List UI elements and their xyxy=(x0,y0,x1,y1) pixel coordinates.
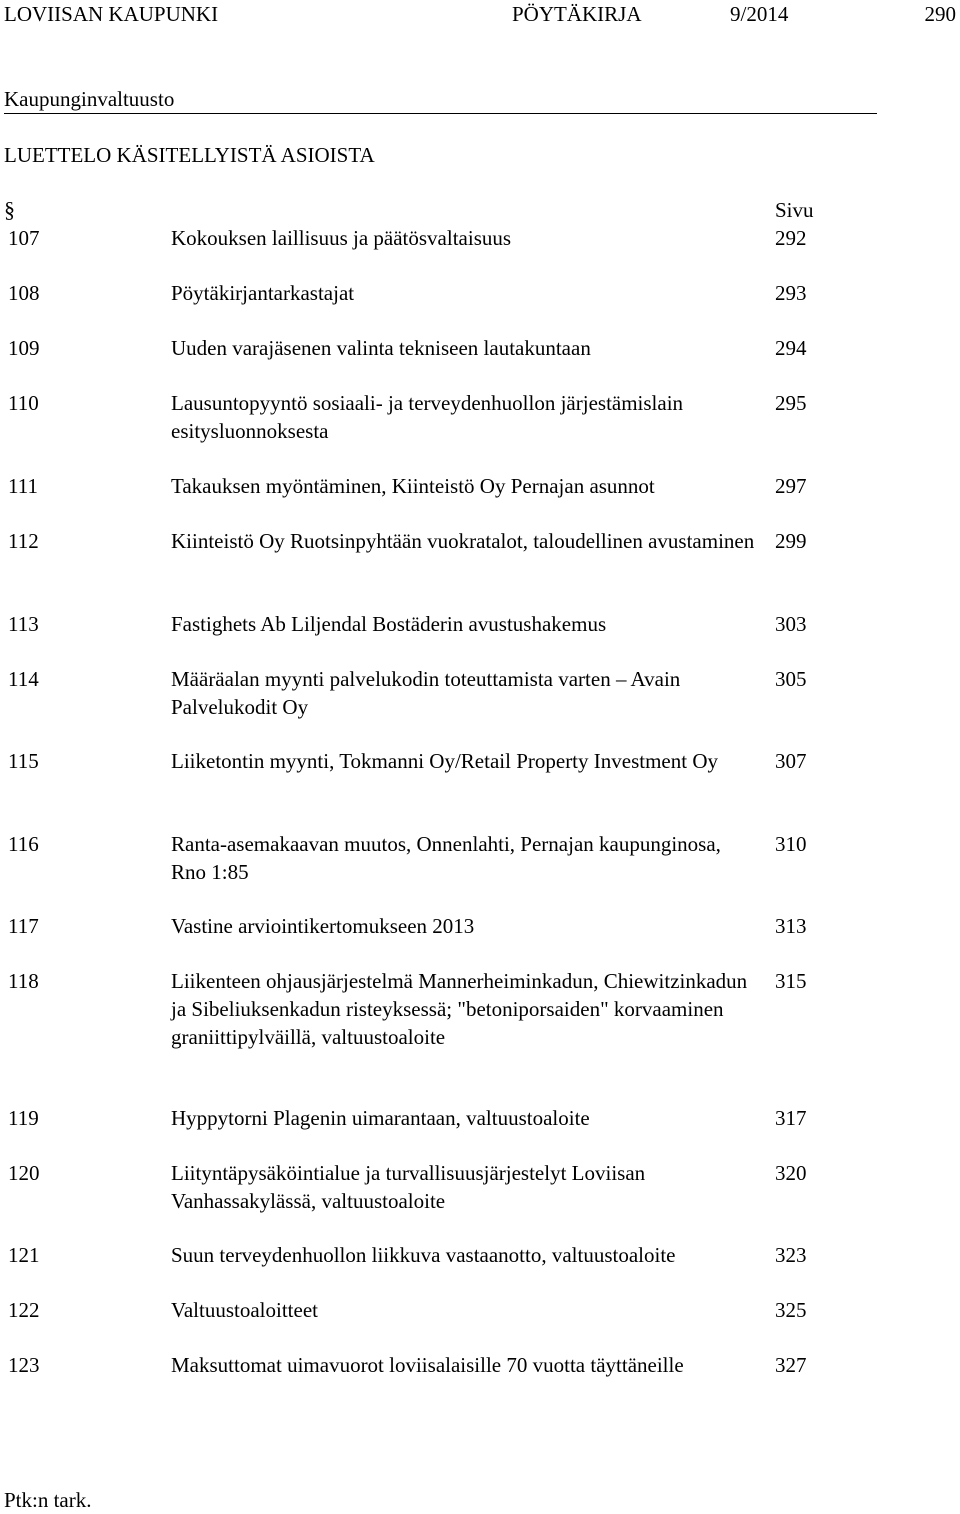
item-title: Kiinteistö Oy Ruotsinpyhtään vuokratalot, taloudellinen avustaminen xyxy=(171,529,755,553)
item-page: 307 xyxy=(775,749,807,773)
item-page: 313 xyxy=(775,914,807,938)
item-number: 121 xyxy=(8,1243,40,1267)
item-title: Liityntäpysäköintialue ja turvallisuusjärjestelyt Loviisan Vanhassakylässä, valtuustoaloite xyxy=(171,1161,646,1213)
item-page: 325 xyxy=(775,1298,807,1322)
item-page: 305 xyxy=(775,667,807,691)
item-page: 299 xyxy=(775,529,807,553)
footer-note: Ptk:n tark. xyxy=(4,1488,92,1512)
page-column-label: Sivu xyxy=(775,198,814,222)
item-page: 295 xyxy=(775,391,807,415)
doc-number: 9/2014 xyxy=(730,2,789,26)
item-number: 111 xyxy=(8,474,38,498)
item-number: 107 xyxy=(8,226,40,250)
item-page: 303 xyxy=(775,612,807,636)
item-number: 109 xyxy=(8,336,40,360)
item-number: 120 xyxy=(8,1161,40,1185)
item-page: 292 xyxy=(775,226,807,250)
item-title: Maksuttomat uimavuorot loviisalaisille 70 vuotta täyttäneille xyxy=(171,1353,684,1377)
item-page: 293 xyxy=(775,281,807,305)
item-title: Uuden varajäsenen valinta tekniseen lautakuntaan xyxy=(171,336,591,360)
item-number: 119 xyxy=(8,1106,39,1130)
item-number: 108 xyxy=(8,281,40,305)
item-title: Määräalan myynti palvelukodin toteuttamista varten – Avain Palvelukodit Oy xyxy=(171,667,681,719)
page-number: 290 xyxy=(924,2,956,26)
item-title: Suun terveydenhuollon liikkuva vastaanotto, valtuustoaloite xyxy=(171,1243,676,1267)
item-number: 114 xyxy=(8,667,39,691)
item-page: 310 xyxy=(775,832,807,856)
item-page: 294 xyxy=(775,336,807,360)
body-name: Kaupunginvaltuusto xyxy=(4,85,877,114)
page-header xyxy=(0,0,960,28)
item-title: Liikenteen ohjausjärjestelmä Mannerheiminkadun, Chiewitzinkadun ja Sibeliuksenkadun risteyksessä; "betoniporsaiden" korvaaminen graniittipylväillä, valtuustoaloite xyxy=(171,969,748,1049)
item-number: 115 xyxy=(8,749,39,773)
item-number: 122 xyxy=(8,1298,40,1322)
doc-type: PÖYTÄKIRJA xyxy=(512,2,642,26)
item-page: 315 xyxy=(775,969,807,993)
org-name: LOVIISAN KAUPUNKI xyxy=(4,2,219,26)
item-page: 317 xyxy=(775,1106,807,1130)
item-number: 116 xyxy=(8,832,39,856)
item-title: Liiketontin myynti, Tokmanni Oy/Retail Property Investment Oy xyxy=(171,749,718,773)
item-page: 320 xyxy=(775,1161,807,1185)
item-number: 112 xyxy=(8,529,39,553)
item-page: 327 xyxy=(775,1353,807,1377)
section-mark: § xyxy=(4,197,15,222)
item-number: 117 xyxy=(8,914,39,938)
item-title: Ranta-asemakaavan muutos, Onnenlahti, Pernajan kaupunginosa, Rno 1:85 xyxy=(171,832,721,884)
item-number: 123 xyxy=(8,1353,40,1377)
item-number: 113 xyxy=(8,612,39,636)
item-title: Lausuntopyyntö sosiaali- ja terveydenhuollon järjestämislain esitysluonnoksesta xyxy=(171,391,684,443)
item-title: Takauksen myöntäminen, Kiinteistö Oy Pernajan asunnot xyxy=(171,474,655,498)
item-number: 110 xyxy=(8,391,39,415)
item-title: Pöytäkirjantarkastajat xyxy=(171,281,355,305)
item-title: Kokouksen laillisuus ja päätösvaltaisuus xyxy=(171,226,512,250)
item-title: Hyppytorni Plagenin uimarantaan, valtuustoaloite xyxy=(171,1106,590,1130)
item-page: 323 xyxy=(775,1243,807,1267)
list-title: LUETTELO KÄSITELLYISTÄ ASIOISTA xyxy=(4,143,375,167)
item-title: Valtuustoaloitteet xyxy=(171,1298,318,1322)
item-page: 297 xyxy=(775,474,807,498)
item-title: Vastine arviointikertomukseen 2013 xyxy=(171,914,475,938)
item-title: Fastighets Ab Liljendal Bostäderin avustushakemus xyxy=(171,612,607,636)
item-number: 118 xyxy=(8,969,39,993)
